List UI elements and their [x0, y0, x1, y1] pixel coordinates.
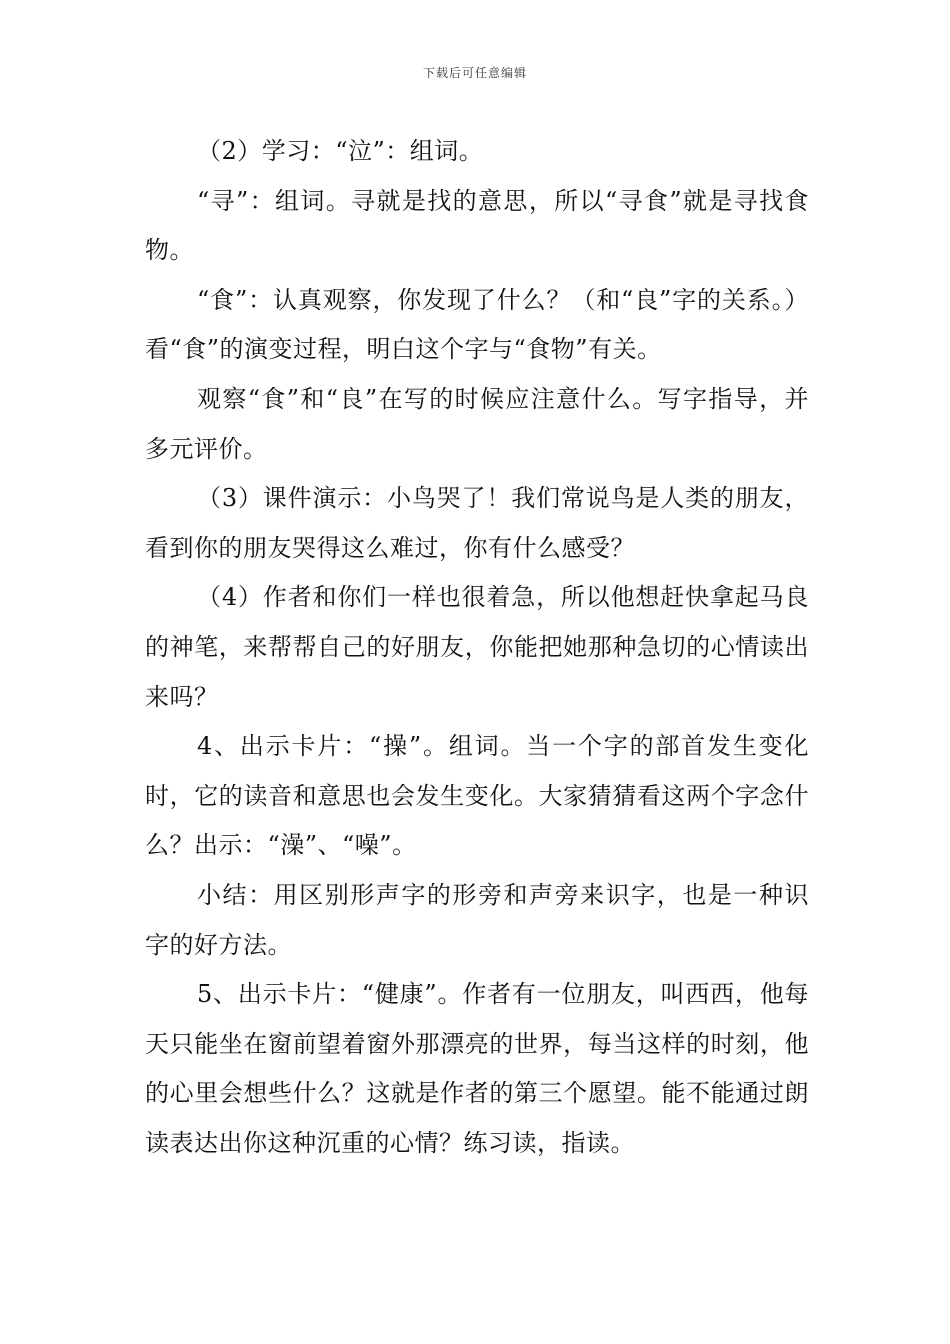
document-body	[145, 127, 809, 1168]
paragraph-shi: “食”：认真观察，你发现了什么？（和“良”字的关系。）看“食”的演变过程，明白这个字与“食物”有关。	[145, 285, 809, 364]
paragraph-study-qi: （2）学习：“泣”：组词。	[197, 137, 484, 165]
paragraph-author-worried: （4）作者和你们一样也很着急，所以他想赶快拿起马良的神笔，来帮帮自己的好朋友，你能把她那种急切的心情读出来吗？	[145, 583, 809, 711]
paragraph-card-cao: 4、出示卡片：“操”。组词。当一个字的部首发生变化时，它的读音和意思也会发生变化。大家猜猜看这两个字念什么？出示：“澡”、“噪”。	[145, 732, 809, 860]
paragraph-summary: 小结：用区别形声字的形旁和声旁来识字，也是一种识字的好方法。	[145, 880, 809, 959]
paragraph-xun: “寻”：组词。寻就是找的意思，所以“寻食”就是寻找食物。	[145, 186, 809, 265]
paragraph-card-health: 5、出示卡片：“健康”。作者有一位朋友，叫西西，他每天只能坐在窗前望着窗外那漂亮的世界，每当这样的时刻，他的心里会想些什么？这就是作者的第三个愿望。能不能通过朗读表达出你这种沉重的心情？练习读，指读。	[145, 980, 809, 1157]
paragraph-writing-guidance: 观察“食”和“良”在写的时候应注意什么。写字指导，并多元评价。	[145, 384, 809, 463]
paragraph-courseware-demo: （3）课件演示：小鸟哭了！我们常说鸟是人类的朋友，看到你的朋友哭得这么难过，你有什么感受？	[145, 484, 809, 562]
page-header: 下载后可任意编辑	[422, 66, 527, 80]
